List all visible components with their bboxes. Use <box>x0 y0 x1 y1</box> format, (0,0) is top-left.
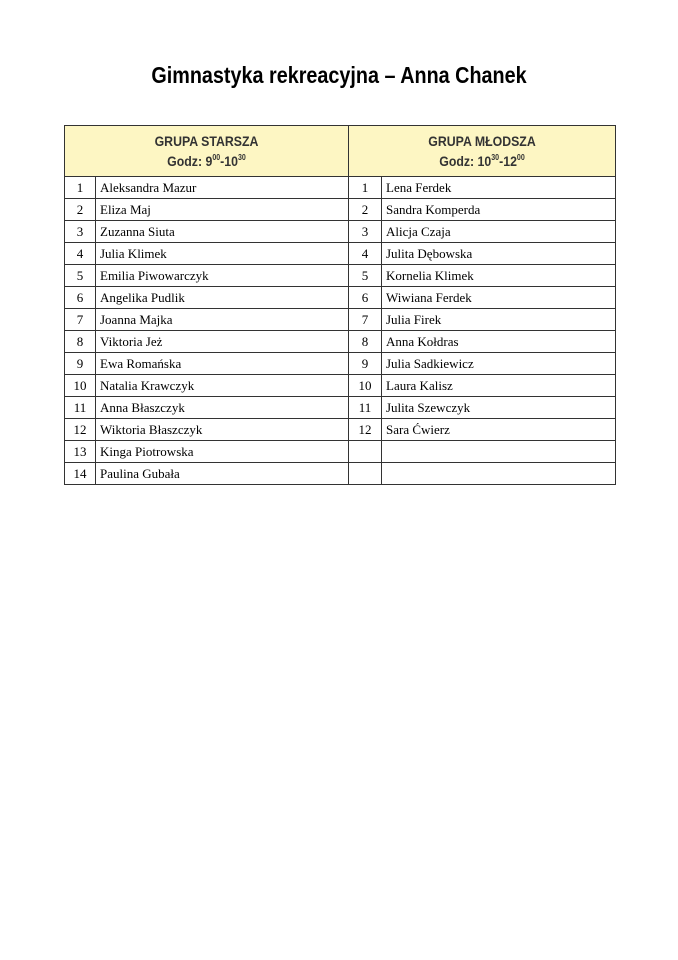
younger-member-number: 3 <box>349 221 382 243</box>
table-row <box>65 331 616 353</box>
younger-member-number: 1 <box>349 177 382 199</box>
table-row <box>65 353 616 375</box>
younger-member-number: 11 <box>349 397 382 419</box>
older-member-name: Zuzanna Siuta <box>96 221 349 243</box>
table-row <box>65 309 616 331</box>
younger-empty-number-cell <box>349 463 382 485</box>
younger-group-time-separator: - <box>499 153 504 169</box>
younger-member-name: Julia Firek <box>382 309 616 331</box>
roster-table <box>64 125 616 485</box>
younger-member-number: 2 <box>349 199 382 221</box>
younger-member-name: Laura Kalisz <box>382 375 616 397</box>
older-member-number: 8 <box>65 331 96 353</box>
table-row <box>65 397 616 419</box>
older-member-name: Paulina Gubała <box>96 463 349 485</box>
older-member-number: 12 <box>65 419 96 441</box>
older-member-name: Kinga Piotrowska <box>96 441 349 463</box>
younger-group-start-min: 30 <box>491 153 500 162</box>
older-member-number: 10 <box>65 375 96 397</box>
younger-member-number: 8 <box>349 331 382 353</box>
older-member-name: Anna Błaszczyk <box>96 397 349 419</box>
older-member-name: Julia Klimek <box>96 243 349 265</box>
older-member-name: Eliza Maj <box>96 199 349 221</box>
younger-member-name: Julita Dębowska <box>382 243 616 265</box>
younger-member-name: Kornelia Klimek <box>382 265 616 287</box>
younger-member-name: Alicja Czaja <box>382 221 616 243</box>
older-member-name: Wiktoria Błaszczyk <box>96 419 349 441</box>
younger-member-number: 9 <box>349 353 382 375</box>
older-member-name: Ewa Romańska <box>96 353 349 375</box>
younger-group-end-min: 00 <box>516 153 525 162</box>
table-row <box>65 177 616 199</box>
younger-empty-number-cell <box>349 441 382 463</box>
younger-group-header <box>349 126 616 177</box>
younger-member-name: Julita Szewczyk <box>382 397 616 419</box>
younger-member-number: 4 <box>349 243 382 265</box>
younger-member-name: Lena Ferdek <box>382 177 616 199</box>
older-member-number: 11 <box>65 397 96 419</box>
younger-member-number: 7 <box>349 309 382 331</box>
table-row <box>65 243 616 265</box>
older-member-number: 2 <box>65 199 96 221</box>
table-row <box>65 419 616 441</box>
older-member-number: 13 <box>65 441 96 463</box>
older-group-time <box>86 151 328 171</box>
younger-group-time <box>368 151 595 171</box>
table-row <box>65 463 616 485</box>
younger-empty-name-cell <box>382 463 616 485</box>
older-member-number: 5 <box>65 265 96 287</box>
younger-member-name: Sara Ćwierz <box>382 419 616 441</box>
older-member-name: Natalia Krawczyk <box>96 375 349 397</box>
table-row <box>65 221 616 243</box>
younger-member-number: 12 <box>349 419 382 441</box>
older-group-start-min: 00 <box>212 153 221 162</box>
older-member-number: 14 <box>65 463 96 485</box>
younger-member-name: Sandra Komperda <box>382 199 616 221</box>
older-group-name: GRUPA STARSZA <box>154 133 259 149</box>
younger-empty-name-cell <box>382 441 616 463</box>
older-group-end-min: 30 <box>238 153 246 162</box>
younger-group-end-hour: 12 <box>503 153 517 169</box>
younger-member-number: 6 <box>349 287 382 309</box>
table-row <box>65 375 616 397</box>
younger-group-start-hour: 10 <box>477 153 492 169</box>
younger-group-time-label: Godz: <box>439 153 475 169</box>
older-member-number: 6 <box>65 287 96 309</box>
older-member-number: 3 <box>65 221 96 243</box>
younger-member-name: Julia Sadkiewicz <box>382 353 616 375</box>
older-group-start-hour: 9 <box>205 153 213 169</box>
older-member-name: Aleksandra Mazur <box>96 177 349 199</box>
table-row <box>65 287 616 309</box>
older-member-number: 7 <box>65 309 96 331</box>
younger-group-name: GRUPA MŁODSZA <box>428 133 536 149</box>
older-group-header <box>65 126 349 177</box>
older-member-number: 9 <box>65 353 96 375</box>
table-row <box>65 441 616 463</box>
younger-member-number: 5 <box>349 265 382 287</box>
younger-member-number: 10 <box>349 375 382 397</box>
older-member-name: Emilia Piwowarczyk <box>96 265 349 287</box>
older-member-name: Angelika Pudlik <box>96 287 349 309</box>
older-member-number: 4 <box>65 243 96 265</box>
older-group-time-separator: - <box>220 153 225 169</box>
document-title: Gimnastyka rekreacyjna – Anna Chanek <box>151 62 527 88</box>
table-header-row <box>65 126 616 177</box>
younger-member-name: Wiwiana Ferdek <box>382 287 616 309</box>
table-row <box>65 265 616 287</box>
table-row <box>65 199 616 221</box>
older-member-number: 1 <box>65 177 96 199</box>
older-member-name: Viktoria Jeż <box>96 331 349 353</box>
older-member-name: Joanna Majka <box>96 309 349 331</box>
younger-member-name: Anna Kołdras <box>382 331 616 353</box>
older-group-end-hour: 10 <box>224 153 239 169</box>
older-group-time-label: Godz: <box>167 153 203 169</box>
